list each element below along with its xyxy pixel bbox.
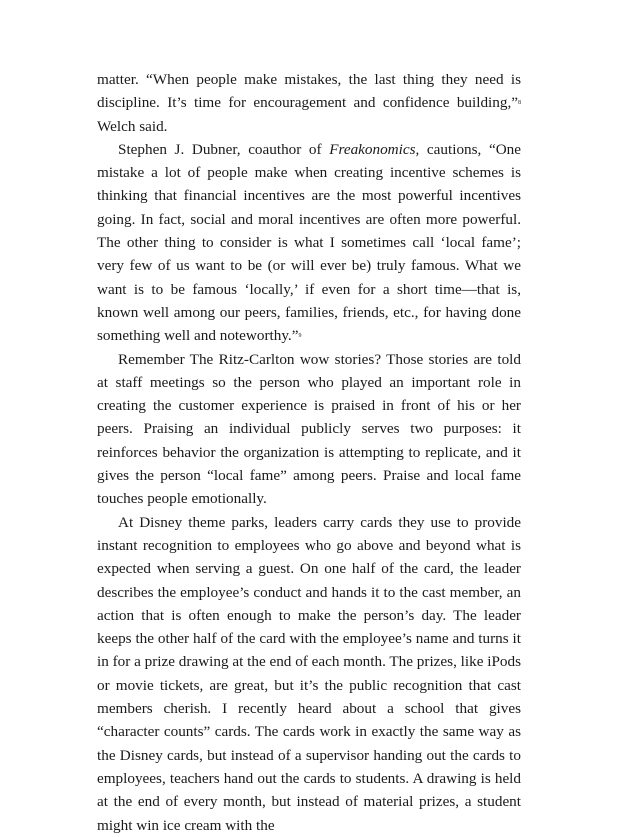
text-segment: Stephen J. Dubner, coauthor of (118, 140, 330, 158)
book-title-freakonomics: Freakonomics (329, 140, 416, 158)
paragraph-dubner-quote (97, 138, 521, 348)
text-segment: matter. “When people make mistakes, the last thing they need is discipline. It’s time for encouragement and confidence building,” (97, 71, 521, 112)
text-segment: , cautions, “One mistake a lot of people make when creating incentive schemes is thinking that financial incentives are the most powerful incentives going. In fact, social and moral incentives are often more powerful. The other thing to consider is what I sometimes call ‘local fame’; very few of us want to be (or will ever be) truly famous. What we want is to be famous ‘locally,’ if even for a short time—that is, known well among our peers, families, friends, etc., for having done something well and noteworthy.” (97, 140, 521, 345)
text-segment: Welch said. (97, 117, 168, 135)
document-page (97, 68, 521, 837)
paragraph-ritz-carlton (97, 348, 521, 511)
footnote-marker: 8 (518, 100, 521, 107)
text-segment: At Disney theme parks, leaders carry cards they use to provide instant recognition to employees who go above and beyond what is expected when serving a guest. On one half of the card, the leader describes the employee’s conduct and hands it to the cast member, an action that is often enough to make the person’s day. The leader keeps the other half of the card with the employee’s name and turns it in for a prize drawing at the end of each month. The prizes, like iPods or movie tickets, are great, but it’s the public recognition that cast members cherish. I recently heard about a school that gives “character counts” cards. The cards work in exactly the same way as the Disney cards, but instead of a supervisor handing out the cards to employees, teachers hand out the cards to students. A drawing is held at the end of every month, but instead of material prizes, a student might win ice cream with the (97, 513, 521, 834)
paragraph-disney-cards (97, 511, 521, 837)
paragraph-welch-quote (97, 68, 521, 138)
text-segment: Remember The Ritz-Carlton wow stories? Those stories are told at staff meetings so the person who played an important role in creating the customer experience is praised in front of his or her peers. Praising an individual publicly serves two purposes: it reinforces behavior the organization is attempting to replicate, and it gives the person “local fame” among peers. Praise and local fame touches people emotionally. (97, 350, 521, 508)
footnote-marker: 9 (298, 333, 302, 340)
